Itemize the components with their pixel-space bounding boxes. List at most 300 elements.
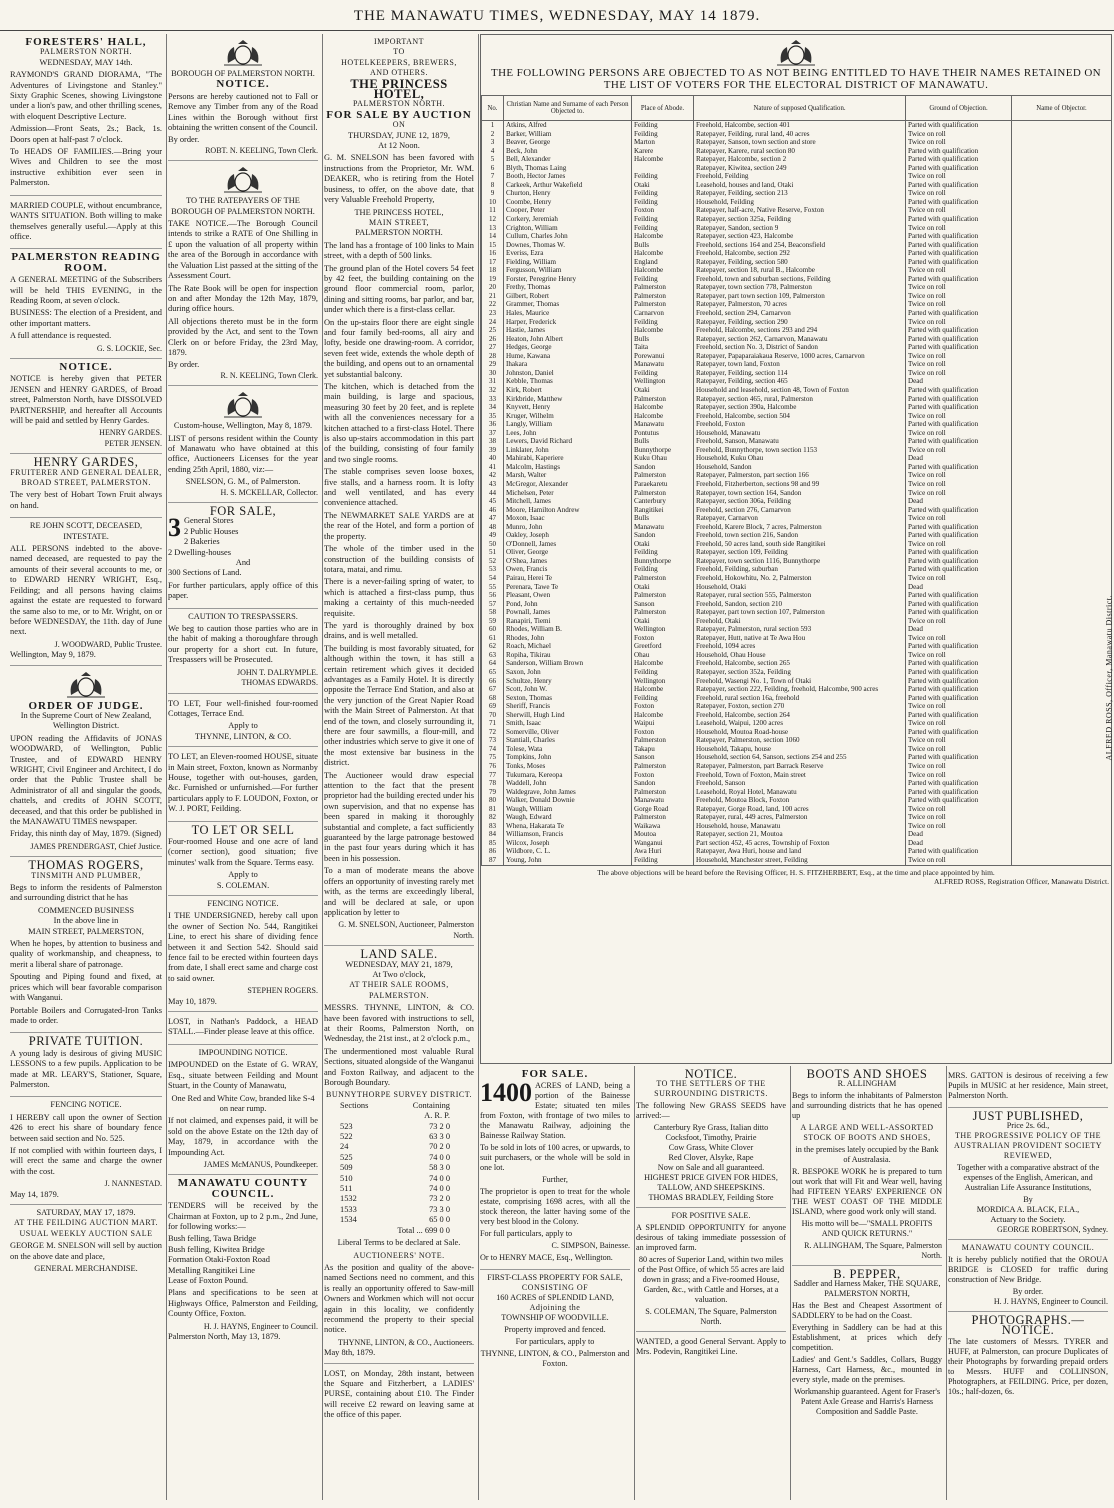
table-cell: Ranapiri, Tiemi bbox=[504, 617, 632, 626]
ad-byline: By order. bbox=[168, 135, 200, 145]
ad-text: MARRIED COUPLE, without encumbrance, WANTS SITUATION. Both willing to make themselves generally useful.—Apply at this office. bbox=[10, 200, 162, 241]
ad-subheading: PALMERSTON NORTH. bbox=[355, 228, 443, 238]
table-cell: Harper, Frederick bbox=[504, 318, 632, 327]
ad-positive-sale bbox=[636, 1208, 786, 1332]
ad-heading: TO LET OR SELL bbox=[191, 822, 295, 837]
table-cell: Grammer, Thomas bbox=[504, 300, 632, 309]
table-cell: Foxton bbox=[632, 206, 694, 215]
table-cell: 28 bbox=[482, 352, 504, 361]
table-cell: 8 bbox=[482, 181, 504, 190]
table-cell: Ratepayer, part town section 107, Palmerston bbox=[694, 608, 906, 617]
ad-heading: FOR SALE BY AUCTION bbox=[326, 108, 472, 121]
table-cell: Parted with qualification bbox=[906, 796, 1012, 805]
table-row bbox=[482, 309, 1112, 318]
table-cell: Feilding bbox=[632, 668, 694, 677]
table-row bbox=[482, 224, 1112, 233]
ad-signature: JAMES McMANUS, Poundkeeper. bbox=[203, 1159, 318, 1169]
table-cell: Parted with qualification bbox=[906, 241, 1012, 250]
table-cell: Parted with qualification bbox=[906, 147, 1012, 156]
table-cell: Corkery, Jeremiah bbox=[504, 215, 632, 224]
table-cell: Sandon bbox=[632, 779, 694, 788]
table-cell bbox=[1012, 232, 1112, 241]
ad-text: Admission—Front Seats, 2s.; Back, 1s. Doors open at half-past 7 o'clock. bbox=[10, 124, 162, 144]
table-cell: Freehold, Bunnythorpe, town section 1153 bbox=[694, 446, 906, 455]
table-cell: Manawatu bbox=[632, 523, 694, 532]
table-cell bbox=[1012, 736, 1112, 745]
table-cell bbox=[1012, 360, 1112, 369]
table-cell: Wanganui bbox=[632, 839, 694, 848]
table-cell bbox=[1012, 625, 1112, 634]
table-row bbox=[482, 360, 1112, 369]
table-cell bbox=[1012, 206, 1112, 215]
table-cell: 5 bbox=[482, 155, 504, 164]
table-cell: Langly, William bbox=[504, 420, 632, 429]
ad-text: in the premises lately occupied by the Bank of Australasia. bbox=[795, 1145, 939, 1164]
table-cell: Twice on roll bbox=[906, 856, 1012, 865]
table-header-row bbox=[482, 96, 1112, 121]
ad-heading: CAUTION TO TRESPASSERS. bbox=[188, 611, 298, 621]
table-cell: Ratepayer, section 109, Feilding bbox=[694, 548, 906, 557]
table-cell: Halcombe bbox=[632, 326, 694, 335]
table-cell: 2 bbox=[482, 130, 504, 139]
table-cell: 27 bbox=[482, 343, 504, 352]
table-cell: Ratepayer, rural, 449 acres, Palmerston bbox=[694, 813, 906, 822]
table-cell: Ihakara bbox=[504, 360, 632, 369]
table-cell bbox=[1012, 189, 1112, 198]
table-cell: Mitchell, James bbox=[504, 497, 632, 506]
table-cell: Palmerston bbox=[632, 608, 694, 617]
table-cell: Ratepayer, Palmerston, part Barrack Reserve bbox=[694, 762, 906, 771]
table-row bbox=[482, 847, 1112, 856]
table-cell: 74 bbox=[482, 745, 504, 754]
ad-text: Has the Best and Cheapest Assortment of SADDLERY to be had on the Coast. bbox=[792, 1301, 942, 1320]
ad-heading: B. PEPPER, bbox=[833, 1267, 901, 1281]
table-cell: Feilding bbox=[632, 318, 694, 327]
table-row bbox=[340, 1122, 450, 1132]
table-cell: Halcombe bbox=[632, 232, 694, 241]
table-cell: Lees, John bbox=[504, 429, 632, 438]
table-cell: Parted with qualification bbox=[906, 232, 1012, 241]
table-cell: Carnarvon bbox=[632, 309, 694, 318]
table-cell: Ratepayer, section 390a, Halcombe bbox=[694, 403, 906, 412]
table-cell: Porewanui bbox=[632, 352, 694, 361]
table-body bbox=[340, 1122, 474, 1226]
table-cell: Sherwill, Hugh Lind bbox=[504, 711, 632, 720]
table-cell: Atkins, Alfred bbox=[504, 121, 632, 130]
table-cell: Freehold, Halcombe, section 265 bbox=[694, 659, 906, 668]
ad-item: 300 Sections of Land. bbox=[168, 568, 242, 578]
table-cell: 19 bbox=[482, 275, 504, 284]
table-row bbox=[482, 677, 1112, 686]
table-cell: Parted with qualification bbox=[906, 258, 1012, 267]
table-cell: Dead bbox=[906, 377, 1012, 386]
table-cell: Saxon, John bbox=[504, 668, 632, 677]
table-cell: Parted with qualification bbox=[906, 659, 1012, 668]
table-cell: Kirkbride, Matthew bbox=[504, 395, 632, 404]
table-row bbox=[482, 591, 1112, 600]
ad-text: Workmanship guaranteed. Agent for Fraser's Patent Axle Grease and Harris's Harness Composition and Saddle Paste. bbox=[793, 1387, 941, 1416]
table-cell: England bbox=[632, 258, 694, 267]
table-cell: 10 bbox=[482, 198, 504, 207]
table-cell bbox=[1012, 147, 1112, 156]
table-cell: 56 bbox=[482, 591, 504, 600]
table-row bbox=[482, 728, 1112, 737]
ad-date: May 8th, 1879. bbox=[324, 1348, 376, 1358]
table-cell: Parted with qualification bbox=[906, 779, 1012, 788]
table-row bbox=[482, 813, 1112, 822]
table-row bbox=[482, 788, 1112, 797]
table-total: Total ... 699 0 0 bbox=[397, 1225, 450, 1235]
ad-text: Persons are hereby cautioned not to Fall or Remove any Timber from any of the Road Lines within the Borough without first obtaining the written consent of the Council. bbox=[168, 91, 318, 133]
ad-subheading: THE PROGRESSIVE POLICY OF THE AUSTRALIAN PROVIDENT SOCIETY REVIEWED, bbox=[953, 1131, 1103, 1160]
table-cell: Schultze, Henry bbox=[504, 677, 632, 686]
ad-text: The proprietor is open to treat for the whole estate, comprising 1698 acres, with all the stock thereon, the latter having some of the very best blood in the Colony. bbox=[480, 1187, 630, 1226]
table-cell: Dead bbox=[906, 497, 1012, 506]
table-cell: 68 bbox=[482, 694, 504, 703]
ad-subheading: FRUITERER AND GENERAL DEALER, bbox=[10, 467, 162, 477]
ad-text: We beg to caution those parties who are in the habit of making a thoroughfare through our property for a short cut. In future, Trespassers will be Prosecuted. bbox=[168, 624, 318, 665]
table-row bbox=[482, 796, 1112, 805]
table-row bbox=[482, 642, 1112, 651]
table-cell bbox=[1012, 702, 1112, 711]
bottom-column-4 bbox=[948, 1066, 1108, 1500]
table-cell: Ratepayer, Feilding, section 465 bbox=[694, 377, 906, 386]
ad-text: Ladies' and Gent.'s Saddles, Collars, Buggy Harness, Cart Harness, &c., mounted in every style, made on the premises. bbox=[792, 1355, 942, 1384]
table-cell bbox=[1012, 634, 1112, 643]
ad-to-let-or-sell bbox=[168, 822, 318, 896]
table-cell: Parted with qualification bbox=[906, 215, 1012, 224]
table-cell: Parted with qualification bbox=[906, 506, 1012, 515]
ad-subheading: TOWNSHIP OF WOODVILLE. bbox=[501, 1313, 609, 1322]
table-body bbox=[482, 121, 1112, 865]
table-cell: Ratepayer, Hutt, native at Te Awa Hou bbox=[694, 634, 906, 643]
ad-text: The undermentioned most valuable Rural Sections, situated alongside of the Wanganui and Foxton Railway, and adjacent to the Borough Boundary. bbox=[324, 1046, 474, 1087]
ad-subheading: In the Supreme Court of New Zealand, Wellington District. bbox=[20, 710, 152, 731]
table-cell: 74 0 0 bbox=[429, 1152, 450, 1162]
table-cell bbox=[1012, 446, 1112, 455]
ad-text: IMPOUNDED on the Estate of G. WRAY, Esq., situate between Feilding and Mount Stuart, in the County of Manawatu, bbox=[168, 1060, 318, 1091]
ad-subheading: Custom-house, Wellington, May 8, 1879. bbox=[173, 421, 313, 431]
table-cell: 18 bbox=[482, 266, 504, 275]
table-cell: Freehold, Foxton bbox=[694, 420, 906, 429]
ad-subheading: GENERAL MERCHANDISE. bbox=[34, 1264, 138, 1274]
table-row bbox=[482, 121, 1112, 130]
table-row bbox=[482, 172, 1112, 181]
table-cell: Ratepayer, rural section 555, Palmerston bbox=[694, 591, 906, 600]
table-cell: Feilding bbox=[632, 856, 694, 865]
table-cell: Kuku Ohau bbox=[632, 454, 694, 463]
table-cell: Williamson, Francis bbox=[504, 830, 632, 839]
table-cell: Parted with qualification bbox=[906, 753, 1012, 762]
table-cell bbox=[1012, 771, 1112, 780]
ad-signature: THYNNE, LINTON, & CO., Palmerston and Foxton. bbox=[480, 1349, 630, 1368]
ad-signature: R. ALLINGHAM, The Square, Palmerston North. bbox=[804, 1241, 942, 1260]
table-cell bbox=[1012, 130, 1112, 139]
table-cell: 36 bbox=[482, 420, 504, 429]
table-row bbox=[482, 839, 1112, 848]
table-row bbox=[340, 1184, 450, 1194]
table-row bbox=[482, 138, 1112, 147]
table-cell: 40 bbox=[482, 454, 504, 463]
table-cell: Freehold, town and suburban sections, Feilding bbox=[694, 275, 906, 284]
ad-lost-purse bbox=[324, 1364, 474, 1427]
table-cell: Dead bbox=[906, 583, 1012, 592]
ad-signature: THYNNE, LINTON, & CO. bbox=[194, 731, 292, 741]
table-cell: Beck, John bbox=[504, 147, 632, 156]
table-cell: 74 0 0 bbox=[429, 1173, 450, 1183]
table-row bbox=[482, 198, 1112, 207]
table-cell: Bunnythorpe bbox=[632, 446, 694, 455]
table-cell bbox=[1012, 745, 1112, 754]
ad-heading: PRIVATE TUITION. bbox=[28, 1034, 144, 1049]
table-cell bbox=[1012, 318, 1112, 327]
table-cell: 83 bbox=[482, 822, 504, 831]
table-cell: Oliver, George bbox=[504, 548, 632, 557]
table-cell: Parted with qualification bbox=[906, 164, 1012, 173]
table-cell bbox=[1012, 651, 1112, 660]
table-cell: Halcombe bbox=[632, 659, 694, 668]
objector-name: ALFRED ROSS, Officer, Manawatu District. bbox=[1105, 595, 1114, 761]
table-cell bbox=[1012, 138, 1112, 147]
table-cell: Waipui bbox=[632, 719, 694, 728]
table-cell: Twice on roll bbox=[906, 489, 1012, 498]
table-cell: 42 bbox=[482, 471, 504, 480]
ad-text: His motto will be—"SMALL PROFITS AND QUICK RETURNS." bbox=[801, 1219, 933, 1238]
table-cell: Smith, Isaac bbox=[504, 719, 632, 728]
table-cell: 82 bbox=[482, 813, 504, 822]
ad-text: TAKE NOTICE.—The Borough Council intends to strike a RATE of One Shilling in £ upon the valuation of all property within the area of the Borough in accordance with the Valuation List passed at the sitting of the Assessment Court. bbox=[168, 219, 318, 281]
table-cell: Household, Sandon bbox=[694, 463, 906, 472]
ad-text: If not claimed, and expenses paid, it will be sold on the above Estate on the 12th day of May, 1879, in accordance with the Impounding Act. bbox=[168, 1116, 318, 1157]
table-cell: Tonks, Moses bbox=[504, 762, 632, 771]
table-cell: Parted with qualification bbox=[906, 121, 1012, 130]
column-3 bbox=[324, 34, 479, 1500]
table-cell: 1533 bbox=[340, 1204, 357, 1214]
ad-lost-head-stall bbox=[168, 1012, 318, 1045]
table-cell: 37 bbox=[482, 429, 504, 438]
table-cell: Cooper, Peter bbox=[504, 206, 632, 215]
table-cell: Ratepayer, Palmerston, rural section 593 bbox=[694, 625, 906, 634]
table-cell bbox=[1012, 172, 1112, 181]
table-row bbox=[482, 608, 1112, 617]
ad-subheading: Actuary to the Society. bbox=[990, 1215, 1066, 1224]
table-cell: Twice on roll bbox=[906, 138, 1012, 147]
table-cell bbox=[1012, 454, 1112, 463]
ad-trespassers bbox=[168, 609, 318, 694]
ad-subheading: 160 ACRES of SPLENDID LAND, bbox=[496, 1293, 614, 1302]
table-cell: Ratepayer, town land, Foxton bbox=[694, 360, 906, 369]
ad-subheading: AND OTHERS. bbox=[370, 68, 428, 78]
ad-text: A SPLENDID OPPORTUNITY for anyone desirous of taking immediate possession of an improved farm. bbox=[636, 1223, 786, 1252]
table-cell: 55 bbox=[482, 583, 504, 592]
table-cell bbox=[1012, 531, 1112, 540]
table-row bbox=[482, 403, 1112, 412]
table-cell: Feilding bbox=[632, 172, 694, 181]
ad-byline: By order. bbox=[1012, 1287, 1044, 1296]
table-cell: Pairau, Herei Te bbox=[504, 574, 632, 583]
table-cell: Churton, Henry bbox=[504, 189, 632, 198]
table-cell: Leasehold, Royal Hotel, Manawatu bbox=[694, 788, 906, 797]
ad-subheading: NOTICE. bbox=[216, 78, 270, 91]
ad-subheading: USUAL WEEKLY AUCTION SALE bbox=[19, 1228, 153, 1238]
table-cell: Part section 452, 45 acres, Township of Foxton bbox=[694, 839, 906, 848]
table-col-header: Containing bbox=[412, 1100, 450, 1110]
table-cell: Twice on roll bbox=[906, 429, 1012, 438]
table-cell: Bulls bbox=[632, 514, 694, 523]
ad-text: All objections thereto must be in the form provided by the Act, and sent to the Town Clerk on or before Friday, the 23rd May, 1879. bbox=[168, 316, 318, 357]
ad-text: UPON reading the Affidavits of JONAS WOODWARD, of Wellington, Public Trustee, and of EDWARD HENRY WRIGHT, Civil Engineer and Architect, I do order that the Public Trustee shall be Administrator of all and singular the goods, chattels, and credits of JOHN SCOTT, deceased, and that this order be published in the MANAWATU TIMES newspaper. bbox=[10, 733, 162, 826]
ad-order-of-judge bbox=[10, 666, 162, 858]
table-row bbox=[340, 1205, 450, 1215]
ad-heading: SATURDAY, MAY 17, 1879. bbox=[36, 1208, 136, 1217]
table-cell: 38 bbox=[482, 437, 504, 446]
table-row bbox=[482, 548, 1112, 557]
table-cell bbox=[1012, 155, 1112, 164]
table-cell: Ratepayer, Papaparaiakaua Reserve, 1000 acres, Carnarvon bbox=[694, 352, 906, 361]
table-cell: Otaki bbox=[632, 386, 694, 395]
table-row bbox=[482, 395, 1112, 404]
bottom-column-3 bbox=[792, 1066, 947, 1500]
ad-byline: By bbox=[1023, 1195, 1033, 1204]
table-cell: Carkeek, Arthur Wakefield bbox=[504, 181, 632, 190]
table-cell: Twice on roll bbox=[906, 300, 1012, 309]
table-row bbox=[482, 745, 1112, 754]
ad-text: WANTED, a good General Servant. Apply to Mrs. Podevin, Rangitikei Line. bbox=[636, 1337, 786, 1356]
table-row bbox=[482, 514, 1112, 523]
table-row bbox=[482, 574, 1112, 583]
table-cell: 73 bbox=[482, 736, 504, 745]
table-cell: Twice on roll bbox=[906, 369, 1012, 378]
table-cell: 63 bbox=[482, 651, 504, 660]
ad-signature: J. NANNESTAD. bbox=[104, 1179, 162, 1189]
table-cell: Feilding bbox=[632, 189, 694, 198]
table-cell bbox=[1012, 471, 1112, 480]
table-cell bbox=[1012, 788, 1112, 797]
ad-cottages-to-let bbox=[168, 694, 318, 748]
ad-text: LOST, on Monday, 28th instant, between the Square and Fitzherbert, a LADIES' PURSE, containing about £10. The Finder will receive £2 reward on leaving same at the office of this paper. bbox=[324, 1368, 474, 1420]
table-cell: Ratepayer, Feilding, section 114 bbox=[694, 369, 906, 378]
ad-heading: MANAWATU COUNTY COUNCIL. bbox=[961, 1243, 1095, 1252]
table-cell: Moore, Hamilton Andrew bbox=[504, 506, 632, 515]
ad-heading: TO THE RATEPAYERS OF THE BOROUGH OF PALMERSTON NORTH. bbox=[171, 196, 315, 216]
table-cell: Rangitikei bbox=[632, 506, 694, 515]
ad-heading: FOR POSITIVE SALE. bbox=[671, 1211, 751, 1220]
table-cell: 70 2 0 bbox=[429, 1142, 450, 1152]
panel-footer-signature: ALFRED ROSS, Registration Officer, Manawatu District. bbox=[934, 876, 1109, 886]
royal-crest-icon bbox=[63, 671, 109, 699]
table-cell: Perenara, Tawe Te bbox=[504, 583, 632, 592]
table-cell: Ratepayer, section 306a, Feilding bbox=[694, 497, 906, 506]
table-cell: Palmerston bbox=[632, 300, 694, 309]
table-cell: 23 bbox=[482, 309, 504, 318]
ad-text: RAYMOND'S GRAND DIORAMA, "The Adventures of Livingstone and Stanley." Sixty Graphic Scenes, showing Livingstone under a lion's paw, and other thrilling scenes, with eloquent Descriptive Lecture. bbox=[10, 70, 162, 121]
table-cell: Freehold, sections 164 and 254, Beaconsfield bbox=[694, 241, 906, 250]
objections-table bbox=[481, 95, 1112, 865]
table-cell: Parted with qualification bbox=[906, 557, 1012, 566]
table-cell: Gorge Road bbox=[632, 805, 694, 814]
ad-text: The yard is thoroughly drained by box drains, and is well metalled. bbox=[324, 620, 474, 641]
table-cell: Parted with qualification bbox=[906, 326, 1012, 335]
table-cell: Twice on roll bbox=[906, 206, 1012, 215]
ad-heading: MANAWATU COUNTY COUNCIL. bbox=[177, 1177, 309, 1200]
table-cell bbox=[1012, 352, 1112, 361]
table-cell: 3 bbox=[482, 138, 504, 147]
ad-fencing-notice-2 bbox=[168, 896, 318, 1012]
ad-heading: THOMAS ROGERS, bbox=[28, 858, 144, 873]
table-cell: Household, Kuku Ohau bbox=[694, 454, 906, 463]
table-cell: Otaki bbox=[632, 181, 694, 190]
table-cell: Ratepayer, Palmerston, part section 166 bbox=[694, 471, 906, 480]
ad-signature: GEORGE ROBERTSON, Sydney. bbox=[996, 1225, 1108, 1234]
table-cell: Parted with qualification bbox=[906, 642, 1012, 651]
table-cell: 63 3 0 bbox=[429, 1132, 450, 1142]
table-cell: Household and leasehold, section 48, Town of Foxton bbox=[694, 386, 906, 395]
ad-signature: HENRY GARDES. bbox=[99, 428, 162, 438]
table-cell: 73 2 0 bbox=[429, 1194, 450, 1204]
ad-text: TENDERS will be received by the Chairman at Foxton, up to 2 p.m., 2nd June, for following works:— bbox=[168, 1201, 318, 1231]
table-row bbox=[482, 437, 1112, 446]
table-row bbox=[482, 531, 1112, 540]
table-cell: Parted with qualification bbox=[906, 694, 1012, 703]
table-cell: Coombe, Henry bbox=[504, 198, 632, 207]
table-row bbox=[482, 446, 1112, 455]
ad-signature: G. S. LOCKIE, Sec. bbox=[96, 343, 162, 353]
table-col-header: Place of Abode. bbox=[632, 96, 694, 121]
table-cell: Parted with qualification bbox=[906, 420, 1012, 429]
ad-text: The following New GRASS SEEDS have arrived:— bbox=[636, 1101, 786, 1120]
table-cell: 58 3 0 bbox=[429, 1163, 450, 1173]
ad-item: Metalling Rangitikei Line bbox=[168, 1265, 255, 1275]
table-cell: 81 bbox=[482, 805, 504, 814]
ad-signature: H. S. MCKELLAR, Collector. bbox=[220, 487, 318, 497]
ad-married-couple bbox=[10, 196, 162, 250]
table-cell: Parted with qualification bbox=[906, 181, 1012, 190]
table-cell: 44 bbox=[482, 489, 504, 498]
ad-text: NOTICE is hereby given that PETER JENSEN and HENRY GARDES, of Broad street, Palmerston North, have DISSOLVED PARTNERSHIP, and hereafter all Accounts will be paid and settled by Henry Gardes. bbox=[10, 374, 162, 425]
ad-text: Liberal Terms to be declared at Sale. bbox=[337, 1238, 461, 1248]
ad-house-to-let bbox=[168, 747, 318, 821]
table-cell bbox=[1012, 617, 1112, 626]
table-cell: Johnston, Daniel bbox=[504, 369, 632, 378]
ad-text: The very best of Hobart Town Fruit always on hand. bbox=[10, 490, 162, 510]
table-row bbox=[482, 155, 1112, 164]
table-cell: 78 bbox=[482, 779, 504, 788]
table-cell: 22 bbox=[482, 300, 504, 309]
table-cell: Ratepayer, section 262, Carnarvon, Manawatu bbox=[694, 335, 906, 344]
table-cell: Tukumara, Kereopa bbox=[504, 771, 632, 780]
table-cell: 510 bbox=[340, 1173, 353, 1183]
table-cell: Parted with qualification bbox=[906, 600, 1012, 609]
table-cell: Feilding bbox=[632, 275, 694, 284]
table-cell bbox=[1012, 480, 1112, 489]
table-col-header: Nature of supposed Qualification. bbox=[694, 96, 906, 121]
table-cell: Freehold, Sanson, Manawatu bbox=[694, 437, 906, 446]
ad-heading: FORESTERS' HALL, bbox=[25, 36, 147, 48]
table-cell: Wellington bbox=[632, 625, 694, 634]
ad-foresters-hall bbox=[10, 34, 162, 196]
table-cell: 73 2 0 bbox=[429, 1121, 450, 1131]
ad-text: LOST, in Nathan's Paddock, a HEAD STALL.—Finder please leave at this office. bbox=[168, 1017, 318, 1037]
ad-text: MRS. GATTON is desirous of receiving a few Pupils in MUSIC at her residence, Main street, Palmerston North. bbox=[948, 1071, 1108, 1100]
table-cell: Foxton bbox=[632, 728, 694, 737]
table-cell: Twice on roll bbox=[906, 634, 1012, 643]
table-cell: 85 bbox=[482, 839, 504, 848]
ad-date: THURSDAY, JUNE 12, 1879, bbox=[348, 130, 450, 140]
table-cell bbox=[1012, 839, 1112, 848]
ad-text: Everything in Saddlery can be had at this Establishment, at prices which defy competition. bbox=[792, 1323, 942, 1352]
table-cell: Halcombe bbox=[632, 155, 694, 164]
ad-notice-partnership bbox=[10, 359, 162, 454]
